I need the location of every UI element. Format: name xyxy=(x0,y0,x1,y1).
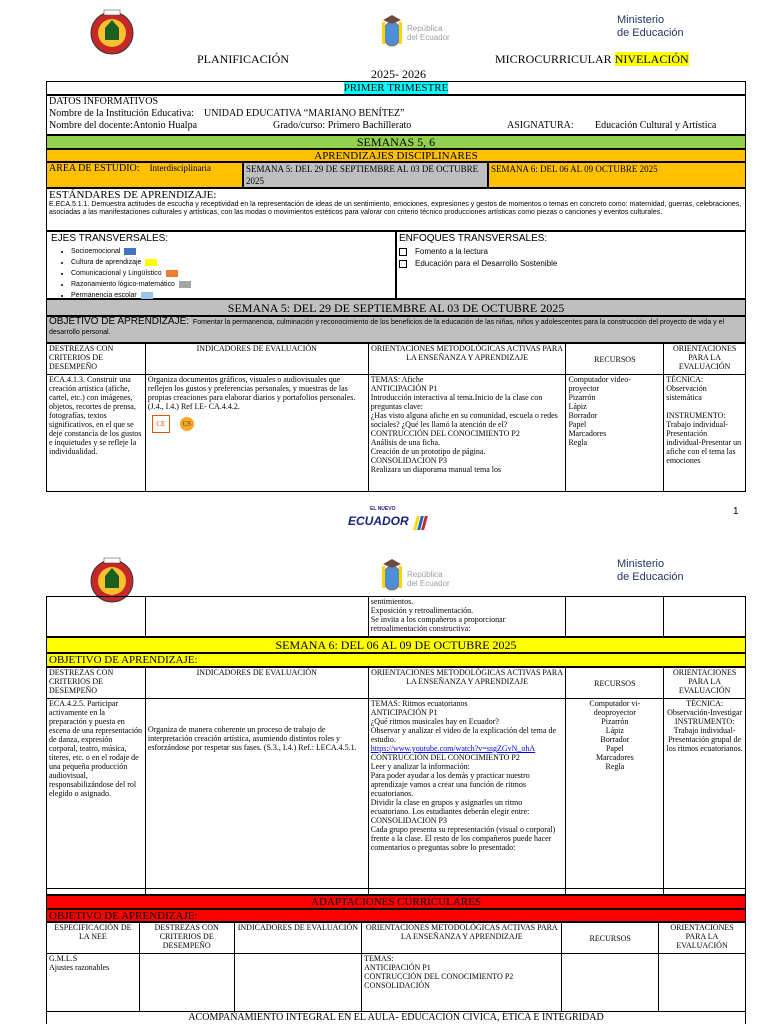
planning-table-week5 xyxy=(46,343,746,492)
eje-item xyxy=(71,279,395,290)
eje-label: Socioemocional xyxy=(71,248,121,255)
col-evaluacion: ORIENTACIONES PARA LA EVALUACIÓN xyxy=(664,668,746,699)
recurso-item: Borrador xyxy=(568,411,598,420)
ecuador-coat-of-arms-icon xyxy=(380,14,404,50)
cs-badge-icon: CS xyxy=(180,417,194,431)
orientaciones-cell-continued xyxy=(368,597,566,637)
orientacion-line: Dividir la clase en grupos y asignarles un ritmo ecuatoriano. Los estudiantes deberán elegir entre: xyxy=(370,798,530,816)
eje-label: Comunicacional y Lingüístico xyxy=(71,270,162,277)
orientacion-line: Creación de un prototipo de página. xyxy=(370,447,486,456)
week6-bar: SEMANA 6: DEL 06 AL 09 DE OCTUBRE 2025 xyxy=(46,637,746,653)
recurso-item: Lápiz xyxy=(568,402,587,411)
planning-table-week6 xyxy=(46,667,746,895)
col-evaluacion: ORIENTACIONES PARA LA EVALUACIÓN xyxy=(664,344,746,375)
col-indicadores: INDICADORES DE EVALUACIÓN xyxy=(234,923,362,954)
evaluacion-line: INSTRUMENTO: xyxy=(674,717,735,726)
col-orientaciones: ORIENTACIONES METODOLÓGICAS ACTIVAS PARA LA ENSEÑANZA Y APRENDIZAJE xyxy=(368,668,566,699)
evaluacion-cell xyxy=(664,699,746,889)
ecuador-coat-of-arms-icon xyxy=(380,558,404,594)
orientaciones-cell xyxy=(368,699,566,889)
col-recursos: RECURSOS xyxy=(562,923,659,954)
title-microcurricular: MICROCURRICULAR NIVELACIÓN xyxy=(495,52,689,66)
recurso-item: Regla xyxy=(568,438,588,447)
col-indicadores: INDICADORES DE EVALUACIÓN xyxy=(145,344,368,375)
school-crest xyxy=(90,8,134,58)
recurso-item: Papel xyxy=(605,744,624,753)
area-row: AREA DE ESTUDIO: Interdisciplinaria SEMANA 5: DEL 29 DE SEPTIEMBRE AL 03 DE OCTUBRE 2025 SEMANA 6: DEL 06 AL 09 OCTUBRE 2025 xyxy=(46,162,746,188)
evaluacion-line xyxy=(666,402,743,411)
standards-block: ESTÁNDARES DE APRENDIZAJE: E.ECA.5.1.1. Demuestra actitudes de escucha y receptividad en la representación de ideas de un sentimiento, emociones, expresiones y gestos de momentos o temas en concreto como: maternidad, guerras, celebraciones, asociadas a las manifestaciones culturales y artísticas, con las modas o movimientos estéticos para valorar con criterio técnico producciones artísticas como piezas o canciones y eventos culturales. xyxy=(46,188,746,231)
destreza-cell: ECA.4.1.3. Construir una creación artística (afiche, cartel, etc.) con imágenes, objetos, recortes de prensa, fotografías, textos significativos, en el que se deje constancia de los gustos e inquietudes y se refleje la individualidad. xyxy=(47,375,146,492)
nee-line: Ajustes razonables xyxy=(49,963,110,972)
recurso-item: Pizarrón xyxy=(601,717,629,726)
eje-label: Cultura de aprendizaje xyxy=(71,259,142,266)
orientacion-line: TEMAS: Afiche xyxy=(370,375,424,384)
recurso-item: Marcadores xyxy=(568,429,607,438)
weeks-bar: SEMANAS 5, 6 xyxy=(46,135,746,149)
objective6: OBJETIVO DE APRENDIZAJE: xyxy=(46,653,746,667)
enfoques-block: ENFOQUES TRANSVERSALES: Fomento a la lectura Educación para el Desarrollo Sostenible xyxy=(396,231,746,299)
republic-label: República del Ecuador xyxy=(407,570,450,588)
eje-color-swatch xyxy=(166,270,178,277)
eje-label: Razonamiento lógico-matemático xyxy=(71,281,175,288)
orientacion-line: Observar y analizar el video de la explicación del tema de estudio. xyxy=(370,726,556,744)
evaluacion-line: Trabajo individual- xyxy=(673,726,736,735)
orientacion-line: sentimientos. xyxy=(370,597,414,606)
orientacion-line: ANTICIPACIÓN P1 xyxy=(370,384,438,393)
evaluacion-line: Observación sistemática xyxy=(666,384,707,402)
orientacion-line: CONTRUCCIÓN DEL CONOCIMIENTO P2 xyxy=(370,753,520,762)
orientacion-line: CONTRUCCIÓN DEL CONOCIMIENTO P2 xyxy=(364,972,514,981)
orientacion-line: ANTICIPACIÓN P1 xyxy=(364,963,431,972)
orientacion-line: ANTICIPACIÓN P1 xyxy=(370,708,438,717)
objective5: OBJETIVO DE APRENDIZAJE: Fomentar la permanencia, culminación y reconocimiento de los beneficios de la educación de las niñas, niños y adolescentes para la construcción del proyecto de vida y el desarrollo personal. xyxy=(46,316,746,343)
title-planificacion: PLANIFICACIÓN xyxy=(197,52,290,66)
enfoque-item: Educación para el Desarrollo Sostenible xyxy=(399,258,745,270)
eje-color-swatch xyxy=(179,281,191,288)
republic-label: República del Ecuador xyxy=(407,24,450,42)
destreza-cell: ECA.4.2.5. Participar activamente en la preparación y puesta en escena de una representación de danza, expresión corporal, teatro, música, títeres, etc. o en el rodaje de una pequeña producción audiovisual, responsabilizándose del rol elegido o asignado. xyxy=(47,699,146,889)
recurso-item: Papel xyxy=(568,420,587,429)
page-number: 1 xyxy=(733,506,739,517)
col-destrezas: DESTREZAS CON CRITERIOS DE DESEMPEÑO xyxy=(47,344,146,375)
orientacion-line: CONSOLIDACIÓN xyxy=(364,981,430,990)
eje-color-swatch xyxy=(141,292,153,299)
week5-bar: SEMANA 5: DEL 29 DE SEPTIEMBRE AL 03 DE OCTUBRE 2025 xyxy=(46,299,746,316)
orientacion-line: Realizara un diaporama manual tema los xyxy=(370,465,502,474)
ejes-block: EJES TRANSVERSALES: • Socioemocional • Cultura de aprendizaje • Comunicacional y Lingüístico • Razonamiento lógico-matemático • Permanencia escolar xyxy=(46,231,396,299)
eje-item xyxy=(71,257,395,268)
evaluacion-line: INSTRUMENTO: xyxy=(666,411,726,420)
orientacion-line: TEMAS: Ritmos ecuatorianos xyxy=(370,699,468,708)
recurso-item: Pizarrón xyxy=(568,393,596,402)
ce-badge-icon: CE xyxy=(152,415,170,433)
orientacion-line: Para poder ayudar a los demás y practicar nuestro aprendizaje vamos a crear una función de ritmos ecuatorianos. xyxy=(370,771,530,798)
recursos-cell xyxy=(566,375,664,492)
youtube-link[interactable]: https://www.youtube.com/watch?v=ssgZGvN_ohA xyxy=(370,744,536,753)
orientacion-line: CONTRUCCIÓN DEL CONOCIMIENTO P2 xyxy=(370,429,520,438)
area-week6: SEMANA 6: DEL 06 AL 09 OCTUBRE 2025 xyxy=(488,162,746,188)
col-orientaciones: ORIENTACIONES METODOLÓGICAS ACTIVAS PARA LA ENSEÑANZA Y APRENDIZAJE xyxy=(368,344,566,375)
nee-line: G.M.L.S xyxy=(49,954,78,963)
orientaciones-cell xyxy=(362,954,562,1012)
col-destrezas: DESTREZAS CON CRITERIOS DE DESEMPEÑO xyxy=(47,668,146,699)
evaluacion-cell xyxy=(664,375,746,492)
eje-item xyxy=(71,268,395,279)
indicador-cell: Organiza documentos gráficos, visuales o audiovisuales que reflejen los gustos y preferencias personales, y muestras de las propias creaciones para elaborar diarios y portafolios personales. (J.4., I.4.) Ref I.E- CA.4.4.2. CE CS xyxy=(145,375,368,492)
evaluacion-line: TÉCNICA: xyxy=(686,699,724,708)
col-destrezas: DESTREZAS CON CRITERIOS DE DESEMPEÑO xyxy=(139,923,234,954)
bottom-bar: ACOMPAÑAMIENTO INTEGRAL EN EL AULA- EDUCACIÓN CÍVICA, ÉTICA E INTEGRIDAD xyxy=(46,1011,746,1024)
datos-informativos: DATOS INFORMATIVOS Nombre de la Institución Educativa: UNIDAD EDUCATIVA “MARIANO BENÍTEZ” Nombre del docente:Antonio Hualpa Grado/curso: Primero Bachillerato ASIGNATURA: Educación Cultural y Artística xyxy=(46,95,746,135)
adapt-objective: OBJETIVO DE APRENDIZAJE: xyxy=(46,909,746,922)
orientacion-line: ¿Has visto alguna afiche en su comunidad, escuela o redes sociales? ¿Qué les llamó la atención de el? xyxy=(370,411,558,429)
aprendizajes-bar: APRENDIZAJES DISCIPLINARES xyxy=(46,149,746,162)
col-evaluacion: ORIENTACIONES PARA LA EVALUACIÓN xyxy=(659,923,746,954)
trimester-bar: PRIMER TRIMESTRE xyxy=(46,81,746,95)
orientacion-line: Leer y analizar la información: xyxy=(370,762,470,771)
nee-cell xyxy=(47,954,140,1012)
eje-color-swatch xyxy=(124,248,136,255)
orientacion-line: TEMAS: xyxy=(364,954,394,963)
evaluacion-line: Observación-Investigar xyxy=(667,708,743,717)
col-nee: ESPECIFICACIÓN DE LA NEE xyxy=(47,923,140,954)
evaluacion-line: TÉCNICA: xyxy=(666,375,704,384)
orientacion-line: Cada grupo presenta su representación (visual o corporal) frente a la clase. El resto de los compañeros puede hacer comentarios o preguntas sobre lo presentado: xyxy=(370,825,556,852)
evaluacion-line: Presentación grupal de los ritmos ecuatorianos. xyxy=(666,735,743,753)
orientacion-line: ¿Qué ritmos musicales hay en Ecuador? xyxy=(370,717,499,726)
orientaciones-cell xyxy=(368,375,566,492)
adaptaciones-bar: ADAPTACIONES CURRICULARES xyxy=(46,895,746,909)
ministry-label: Ministerio de Educación xyxy=(617,14,684,39)
continued-row xyxy=(46,596,746,637)
ministry-label: Ministerio de Educación xyxy=(617,558,684,583)
enfoque-item: Fomento a la lectura xyxy=(399,246,745,258)
eje-label: Permanencia escolar xyxy=(71,292,137,299)
eje-color-swatch xyxy=(145,259,157,266)
recurso-item: Lápiz xyxy=(605,726,624,735)
recurso-item: Marcadores xyxy=(595,753,634,762)
orientacion-line: CONSOLIDACION P3 xyxy=(370,816,447,825)
ecuador-footer-logo: EL NUEVO ECUADOR xyxy=(348,506,428,530)
area-week5: SEMANA 5: DEL 29 DE SEPTIEMBRE AL 03 DE OCTUBRE 2025 xyxy=(243,162,488,188)
orientacion-line: Se invita a los compañeros a proporcionar retroalimentación constructiva: xyxy=(370,615,506,633)
title-nivelacion: NIVELACIÓN xyxy=(614,52,689,66)
recurso-item: Borrador xyxy=(600,735,630,744)
orientacion-line: Introducción interactiva al tema.Inicio de la clase con preguntas clave: xyxy=(370,393,543,411)
recurso-item: Computador vi-deoproyector xyxy=(589,699,641,717)
orientacion-line: CONSOLIDACION P3 xyxy=(370,456,447,465)
adaptations-table xyxy=(46,922,746,1012)
col-orientaciones: ORIENTACIONES METODOLÓGICAS ACTIVAS PARA LA ENSEÑANZA Y APRENDIZAJE xyxy=(362,923,562,954)
recurso-item: Computador video-proyector xyxy=(568,375,631,393)
school-year: 2025- 2026 xyxy=(371,67,426,81)
col-recursos: RECURSOS xyxy=(566,668,664,699)
recursos-cell xyxy=(566,699,664,889)
col-indicadores: INDICADORES DE EVALUACIÓN xyxy=(145,668,368,699)
evaluacion-line: Trabajo individual-Presentación individual-Presentar un afiche con el tema las emociones xyxy=(666,420,742,465)
orientacion-line: Análisis de una ficha. xyxy=(370,438,441,447)
eje-item xyxy=(71,246,395,257)
col-recursos: RECURSOS xyxy=(566,344,664,375)
orientacion-line: Exposición y retroalimentación. xyxy=(370,606,474,615)
recurso-item: Regla xyxy=(605,762,625,771)
indicador-cell: Organiza de manera coherente un proceso de trabajo de interpretación creación artística, asumiendo distintos roles y esforzándose por respetar sus fases. (S.3., I.4.) Ref.: I.ECA.4.5.1. xyxy=(145,699,368,889)
